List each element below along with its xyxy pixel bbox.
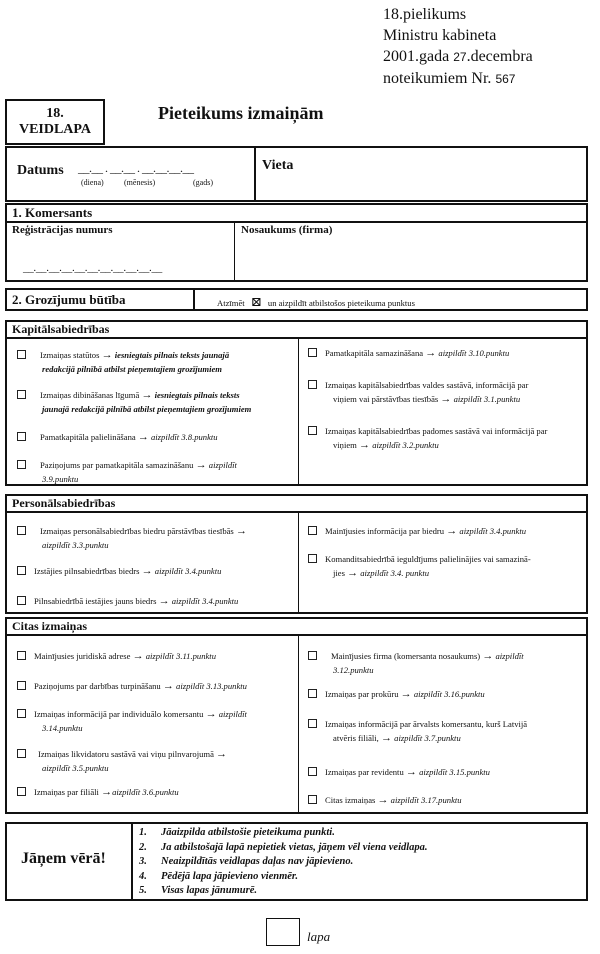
capital-item-decrease-notice[interactable]: Paziņojums par pamatkapitāla samazināšanu → aizpildīt 3.9.punktu (17, 458, 293, 486)
page-label: lapa (307, 929, 331, 944)
checkbox[interactable] (308, 554, 317, 563)
capital-item-statutes[interactable]: Izmaiņas statūtos → iesniegtais pilnais teksts jaunajā redakcijā pilnībā atbilst pieņemtajiem grozījumiem (17, 348, 293, 376)
other-item-foreign[interactable]: Izmaiņas informācijā par ārvalsts komersantu, kurš Latvijā atvēris filiāli, → aizpildīt 3.7.punktu (308, 717, 584, 745)
amendment-heading: 2. Grozījumu būtība (12, 292, 126, 307)
capital-item-increase[interactable]: Pamatkapitāla palielināšana → aizpildīt 3.8.punktu (17, 430, 293, 444)
checkbox[interactable] (17, 460, 26, 469)
checkbox[interactable] (17, 390, 26, 399)
capital-item-board[interactable]: Izmaiņas kapitālsabiedrības valdes sastāvā, informācijā par viņiem vai pārstāvības tiesībās → aizpildīt 3.1.punktu (308, 378, 584, 406)
merchant-heading: 1. Komersants (12, 205, 93, 220)
other-item-firm-name[interactable]: Mainījusies firma (komersanta nosaukums) → aizpildīt 3.12.punktu (308, 649, 584, 677)
checkbox[interactable] (308, 348, 317, 357)
reg-number-label: Reģistrācijas numurs (12, 224, 113, 236)
form-number: 18. (46, 106, 64, 121)
form-number-box (5, 99, 105, 145)
annex-line-2: Ministru kabineta (383, 27, 497, 44)
reg-number-field[interactable]: __.__.__.__.__.__.__.__.__.__.__ (23, 262, 162, 274)
checkbox[interactable] (308, 767, 317, 776)
checkbox[interactable] (17, 566, 26, 575)
checkbox[interactable] (308, 426, 317, 435)
checkbox[interactable] (308, 380, 317, 389)
date-place-box (5, 146, 588, 202)
annex-block (383, 4, 533, 90)
company-name-label: Nosaukums (firma) (241, 224, 333, 236)
date-year-caption: (gads) (193, 178, 213, 187)
place-field[interactable] (259, 178, 579, 198)
checkbox[interactable] (17, 709, 26, 718)
checkbox[interactable] (308, 526, 317, 535)
checkbox[interactable] (308, 719, 317, 728)
place-label: Vieta (262, 158, 294, 173)
note-item: 1. Jāaizpilda atbilstošie pieteikuma punkti. (139, 827, 335, 838)
amendment-instruction: Atzīmēt ⊠ un aizpildīt atbilstošos pieteikuma punktus (217, 294, 415, 309)
page-number-field[interactable] (266, 918, 300, 946)
company-name-field[interactable] (239, 241, 579, 275)
other-item-liquidators[interactable]: Izmaiņas likvidatoru sastāvā vai viņu pilnvarojumā → aizpildīt 3.5.punktu (17, 747, 293, 775)
date-day-caption: (diena) (81, 178, 104, 187)
note-item: 5. Visas lapas jānumurē. (139, 885, 257, 896)
capital-item-founding[interactable]: Izmaiņas dibināšanas līgumā → iesniegtais pilnais teksts jaunajā redakcijā pilnībā atbilst pieņemtajiem grozījumiem (17, 388, 293, 416)
other-changes-heading: Citas izmaiņas (12, 619, 87, 633)
form-title: Pieteikums izmaiņām (158, 103, 324, 123)
date-month-caption: (mēnesis) (124, 178, 156, 187)
other-item-address[interactable]: Mainījusies juridiskā adrese → aizpildīt 3.11.punktu (17, 649, 293, 663)
other-item-continuation[interactable]: Paziņojums par darbības turpināšanu → aizpildīt 3.13.punktu (17, 679, 293, 693)
checkbox[interactable] (17, 432, 26, 441)
checkbox[interactable] (17, 749, 26, 758)
partnership-item-member-left[interactable]: Izstājies pilnsabiedrības biedrs → aizpildīt 3.4.punktu (17, 564, 293, 578)
annex-number: 567 (495, 72, 516, 86)
note-box (5, 822, 588, 901)
note-item: 2. Ja atbilstošajā lapā nepietiek vietas, jāņem vēl viena veidlapa. (139, 841, 428, 853)
other-item-procuration[interactable]: Izmaiņas par prokūru → aizpildīt 3.16.punktu (308, 687, 584, 701)
other-item-individual[interactable]: Izmaiņas informācijā par individuālo komersantu → aizpildīt 3.14.punktu (17, 707, 293, 735)
checkbox[interactable] (17, 526, 26, 535)
partnership-item-member-joined[interactable]: Pilnsabiedrībā iestājies jauns biedrs → aizpildīt 3.4.punktu (17, 594, 293, 608)
annex-day: 27 (453, 50, 467, 64)
annex-line-4: noteikumiem Nr. 567 (383, 70, 516, 87)
checkbox[interactable] (308, 651, 317, 660)
other-item-branch[interactable]: Izmaiņas par filiāli →aizpildīt 3.6.punktu (17, 785, 293, 799)
checkbox[interactable] (17, 596, 26, 605)
merchant-box (5, 203, 588, 282)
checkbox[interactable] (17, 681, 26, 690)
amendment-box (5, 288, 588, 311)
form-label: VEIDLAPA (18, 122, 92, 137)
other-changes-section (5, 617, 588, 814)
partnerships-heading: Personālsabiedrības (12, 496, 116, 510)
date-field[interactable]: __.__ . __.__ . __.__.__.__ (78, 161, 194, 175)
capital-item-decrease[interactable]: Pamatkapitāla samazināšana → aizpildīt 3.10.punktu (308, 346, 584, 360)
checkbox[interactable] (308, 689, 317, 698)
capital-companies-heading: Kapitālsabiedrības (12, 322, 110, 336)
other-item-auditor[interactable]: Izmaiņas par revidentu → aizpildīt 3.15.punktu (308, 765, 584, 779)
marked-checkbox-icon: ⊠ (250, 294, 262, 309)
note-item: 3. Neaizpildītās veidlapas daļas nav jāpievieno. (139, 856, 354, 867)
partnership-item-member-info[interactable]: Mainījusies informācija par biedru → aizpildīt 3.4.punktu (308, 524, 584, 538)
date-label: Datums (17, 163, 64, 178)
checkbox[interactable] (17, 651, 26, 660)
checkbox[interactable] (17, 350, 26, 359)
partnership-item-representation[interactable]: Izmaiņas personālsabiedrības biedru pārstāvības tiesībās → aizpildīt 3.3.punktu (17, 524, 293, 552)
partnerships-section (5, 494, 588, 614)
checkbox[interactable] (17, 787, 26, 796)
annex-line-3: 2001.gada 27.decembra (383, 48, 533, 65)
checkbox[interactable] (308, 795, 317, 804)
capital-item-council[interactable]: Izmaiņas kapitālsabiedrības padomes sastāvā vai informācijā par viņiem → aizpildīt 3.2.punktu (308, 424, 584, 452)
note-heading: Jāņem vērā! (21, 850, 106, 867)
partnership-item-investment[interactable]: Komanditsabiedrībā ieguldījums palielinājies vai samazinā- jies → aizpildīt 3.4. punktu (308, 552, 584, 580)
note-item: 4. Pēdējā lapa jāpievieno vienmēr. (139, 870, 299, 882)
annex-line-1: 18.pielikums (383, 6, 467, 23)
note-list (139, 826, 428, 899)
capital-companies-section (5, 320, 588, 486)
other-item-other[interactable]: Citas izmaiņas → aizpildīt 3.17.punktu (308, 793, 584, 807)
